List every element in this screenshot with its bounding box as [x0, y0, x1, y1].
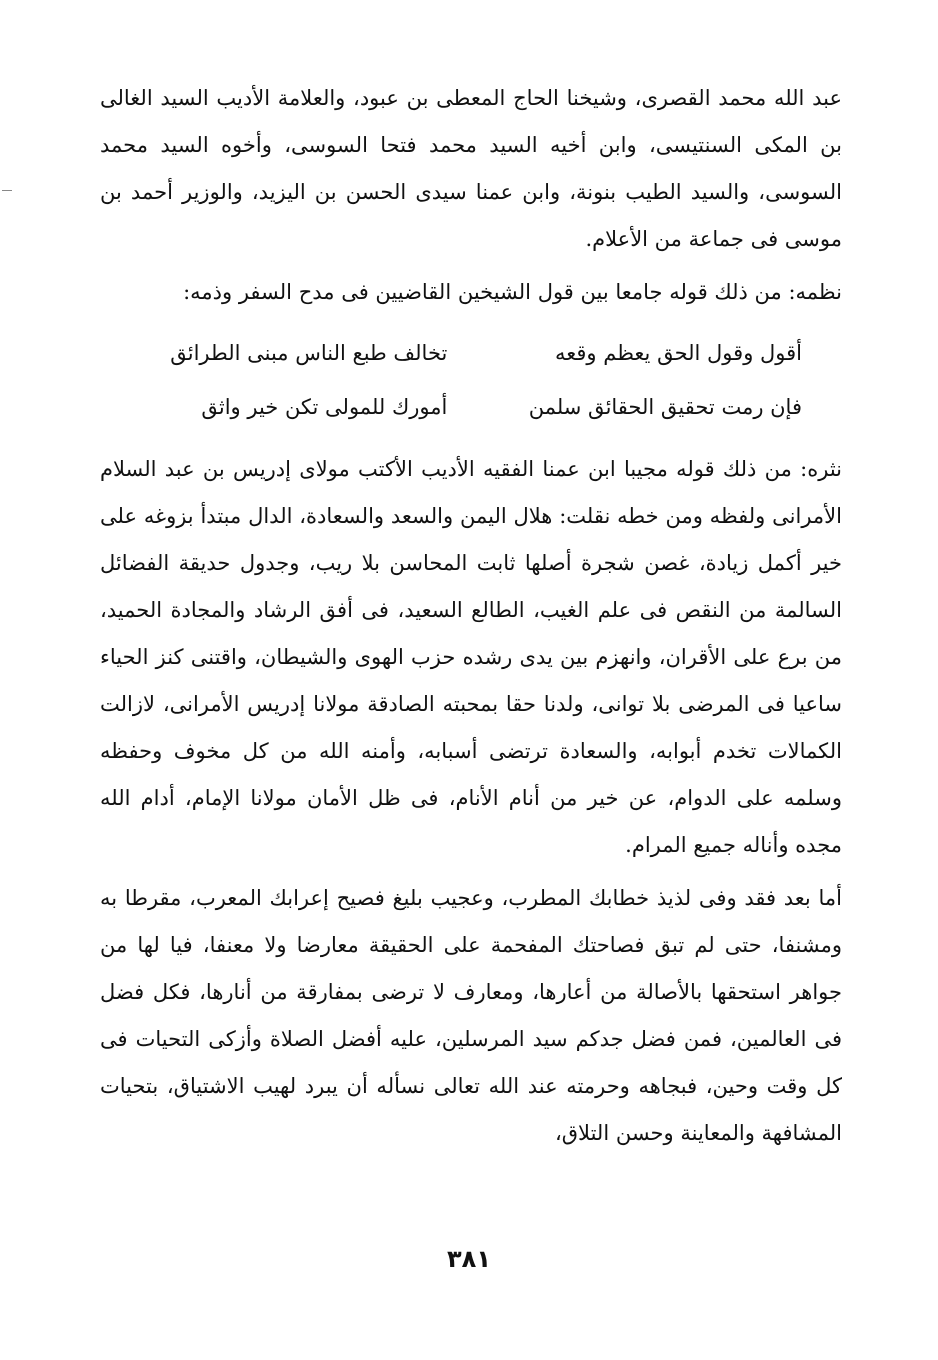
paragraph-scholars-list: عبد الله محمد القصرى، وشيخنا الحاج المعطى بن عبود، والعلامة الأديب السيد الغالى بن المكى السنتيسى، وابن أخيه السيد محمد فتحا السوسى، وأخوه السيد محمد السوسى، والسيد الطيب بنونة، وابن عمنا سيدى الحسن بن اليزيد، والوزير أحمد بن موسى فى جماعة من الأعلام.	[100, 86, 842, 251]
page-number: ٣٨١	[447, 1245, 491, 1273]
verse-1-second-hemistich: تخالف طبع الناس مبنى الطرائق	[170, 341, 448, 365]
paragraph-poetry-intro: نظمه: من ذلك قوله جامعا بين قول الشيخين القاضيين فى مدح السفر وذمه:	[183, 280, 842, 304]
verse-2-second-hemistich: أمورك للمولى تكن خير واثق	[201, 395, 448, 419]
paragraph-prose-letter: نثره: من ذلك قوله مجيبا ابن عمنا الفقيه الأديب الأكتب مولاى إدريس بن عبد السلام الأمرانى ولفظه ومن خطه نقلت: هلال اليمن والسعد والسعادة، الدال مبتدأ بزوغه على خير أكمل زيادة، غصن شجرة أصلها ثابت المحاسن بلا ريب، وجدول حديقة الفضائل السالمة من النقص فى علم الغيب، الطالع السعيد، فى أفق الرشاد والمجادة الحميد، من برع على الأقران، وانهزم بين يدى رشده حزب الهوى والشيطان، واقتنى كنز الحياء ساعيا فى المرضى بلا توانى، ولدنا حقا بمحبته الصادقة مولانا إدريس الأمرانى، لازالت الكمالات تخدم أبوابه، والسعادة ترتضى أسبابه، وأمنه الله من كل مخوف وحفظه وسلمه على الدوام، عن خير من أنام الأنام، فى ظل الأمان مولانا الإمام، أدام الله مجده وأناله جميع المرام.	[100, 457, 842, 857]
verse-2-first-hemistich: فإن رمت تحقيق الحقائق سلمن	[528, 395, 802, 419]
paragraph-letter-reply: أما بعد فقد وفى لذيذ خطابك المطرب، وعجيب بليغ فصيح إعرابك المعرب، مقرطا به ومشنفا، حتى لم تبق فصاحتك المفحمة على الحقيقة معارضا ولا معنفا، فيا لها من جواهر استحقها بالأصالة من أعارها، ومعارف لا ترضى بمفارقة من أنارها، فكل فضل فى العالمين، فمن فضل جدكم سيد المرسلين، عليه أفضل الصلاة وأزكى التحيات فى كل وقت وحين، فبجاهه وحرمته عند الله تعالى نسأله أن يبرد لهيب الاشتياق، بتحيات المشافهة والمعاينة وحسن التلاق،	[100, 886, 842, 1145]
verse-line-1	[120, 326, 802, 380]
margin-mark	[2, 190, 12, 191]
poem-verses	[100, 326, 842, 434]
page-body	[100, 75, 842, 1157]
verse-1-first-hemistich: أقول وقول الحق يعظم وقعه	[554, 341, 802, 365]
verse-line-2	[120, 380, 802, 434]
